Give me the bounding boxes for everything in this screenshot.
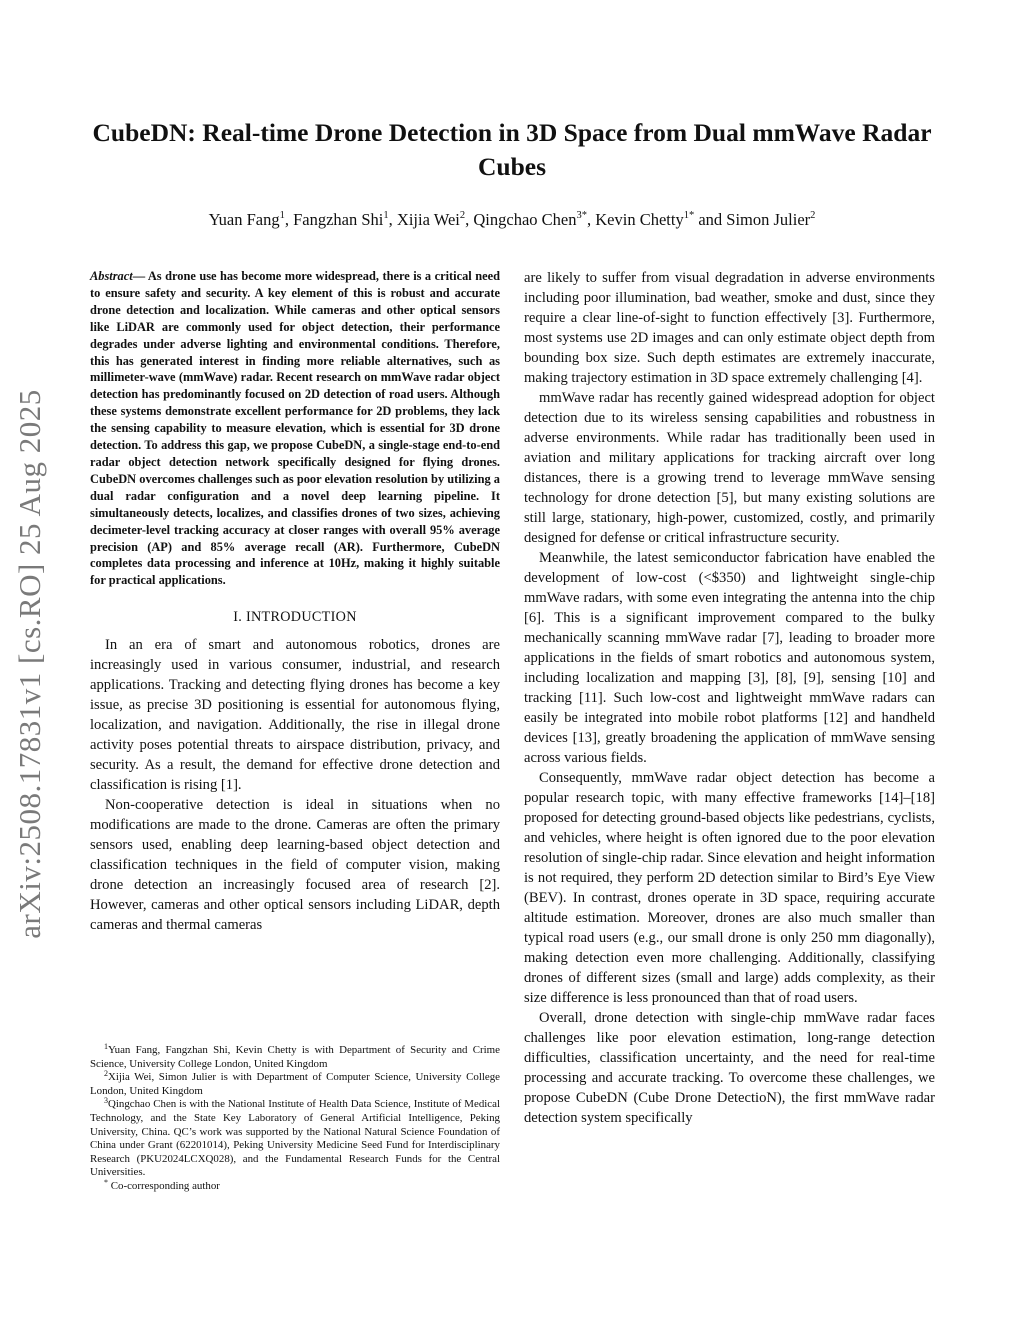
left-column (90, 268, 500, 935)
arxiv-identifier: arXiv:2508.17831v1 [cs.RO] 25 Aug 2025 (12, 389, 47, 939)
abstract (90, 268, 500, 589)
abstract-label: Abstract (90, 269, 133, 283)
paragraph: Meanwhile, the latest semiconductor fabrication have enabled the development of low-cost (<$350) and lightweight single-chip mmWave radars, with some even integrating the antenna into the chip [6]. This is a significant improvement compared to the bulky mechanically scanning mmWave radar [7], leading to broader more applications in the fields of smart robotics and autonomous system, including localization and mapping [3], [8], [9], sensing [10] and tracking [11]. Such low-cost and lightweight mmWave radars can easily be integrated into mobile robot platforms [12] and handheld devices [13], greatly broadening the application of mmWave sensing across various fields. (524, 550, 935, 766)
paragraph: are likely to suffer from visual degradation in adverse environments including poor illumination, bad weather, smoke and dust, since they require a clear line-of-sight to function effectively [3]. Furthermore, most systems use 2D images and can only estimate object depth from bounding box size. Such depth estimates are extremely inaccurate, making trajectory estimation in 3D space extremely challenging [4]. (524, 270, 935, 386)
abstract-text: — As drone use has become more widespread, there is a critical need to ensure safety and security. A key element of this is robust and accurate drone detection and localization. While cameras and other optical sensors like LiDAR are commonly used for object detection, their performance degrades under adverse lighting and environmental conditions. Therefore, this has generated interest in finding more reliable alternatives, such as millimeter-wave (mmWave) radar. Recent research on mmWave radar object detection has predominantly focused on 2D detection of road users. Although these systems demonstrate excellent performance for 2D problems, they lack the sensing capability to measure elevation, which is essential for 3D drone detection. To address this gap, we propose CubeDN, a single-stage end-to-end radar object detection network specifically designed for flying drones. CubeDN overcomes challenges such as poor elevation resolution by utilizing a dual radar configuration and a novel deep learning pipeline. It simultaneously detects, localizes, and classifies drones of two sizes, achieving decimeter-level tracking accuracy at closer ranges with overall 95% average precision (AP) and 85% average recall (AR). Furthermore, CubeDN completes data processing and inference at 10Hz, making it highly suitable for practical applications. (90, 269, 500, 588)
paragraph: Overall, drone detection with single-chip mmWave radar faces challenges like poor elevation estimation, long-range detection difficulties, classification uncertainty, and the need for real-time processing and accurate tracking. To overcome these challenges, we propose CubeDN (Cube Drone DetectioN), the first mmWave radar detection system specifically (524, 1010, 935, 1126)
section-heading: I. INTRODUCTION (233, 609, 357, 626)
footnotes (90, 1044, 500, 1194)
paragraph: Consequently, mmWave radar object detection has become a popular research topic, with many effective frameworks [14]–[18] proposed for detecting ground-based objects like pedestrians, cyclists, and vehicles, where height is often ignored due to the poor elevation resolution of single-chip radar. Since elevation and height information is not required, they perform 2D detection similar to Bird’s Eye View (BEV). In contrast, drones operate in 3D space, requiring accurate altitude estimation. Moreover, drones are also much smaller than typical road users (e.g., our small drone is only 250 mm diagonally), making detection even more challenging. Additionally, classifying drones of different sizes (small and large) adds complexity, as their size difference is less pronounced than that of road users. (524, 770, 935, 1006)
paragraph: In an era of smart and autonomous robotics, drones are increasingly used in various consumer, industrial, and research applications. Tracking and detecting flying drones has become a key issue, as precise 3D positioning is essential for autonomous flying, localization, and navigation. Additionally, the rise in illegal drone activity poses potential threats to airspace distribution, privacy, and security. As a result, the demand for effective drone detection and classification is rising [1]. (90, 637, 500, 794)
right-column (524, 268, 935, 1128)
paragraph: mmWave radar has recently gained widespread adoption for object detection due to its wireless sensing capabilities and robustness in adverse environments. While radar has traditionally been used in aviation and military applications for tracking aircraft over long distances, there is a growing trend to leverage mmWave sensing technology for drone detection [5], but many existing solutions are still large, stationary, high-power, customized, costly, and primarily designed for defense or critical infrastructure security. (524, 390, 935, 546)
author: Xijia Wei$^2$, (396, 210, 474, 229)
paragraph: Non-cooperative detection is ideal in situations when no modifications are made to the drone. Cameras are often the primary sensors used, enabling deep learning-based object detection and classification techniques in the field of computer vision, making drone detection an increasingly focused area of research [2]. However, cameras and other optical sensors including LiDAR, depth cameras and thermal cameras (90, 797, 500, 934)
author: Qingchao Chen$^{3*}$, (473, 210, 596, 229)
footnote: $^1$Yuan Fang, Fangzhan Shi, Kevin Chetty is with Department of Security and Crime Science, University College London, United Kingdom (90, 1042, 500, 1070)
author-list (60, 208, 964, 232)
paper-title: CubeDN: Real-time Drone Detection in 3D Space from Dual mmWave Radar Cubes (92, 118, 932, 181)
arxiv-sidebar (6, 366, 54, 962)
author: Simon Julier$^2$ (726, 210, 816, 229)
author: Yuan Fang$^1$, (208, 210, 294, 229)
author: Kevin Chetty$^{1*}$ and (595, 210, 727, 229)
footnote: $^2$Xijia Wei, Simon Julier is with Department of Computer Science, University College London, United Kingdom (90, 1069, 500, 1097)
footnote: * Co-corresponding author (104, 1177, 220, 1192)
author: Fangzhan Shi$^1$, (293, 210, 397, 229)
footnote: $^3$Qingchao Chen is with the National Institute of Health Data Science, Institute of Medical Technology, and the State Key Laboratory of General Artificial Intelligence, Peking University, China. QC’s work was supported by the National Natural Science Foundation of China under Grant (62201014), Peking University Medicine Seed Fund for Interdisciplinary Research (PKU2024LCXQ028), and the Fundamental Research Funds for the Central Universities. (90, 1096, 500, 1179)
